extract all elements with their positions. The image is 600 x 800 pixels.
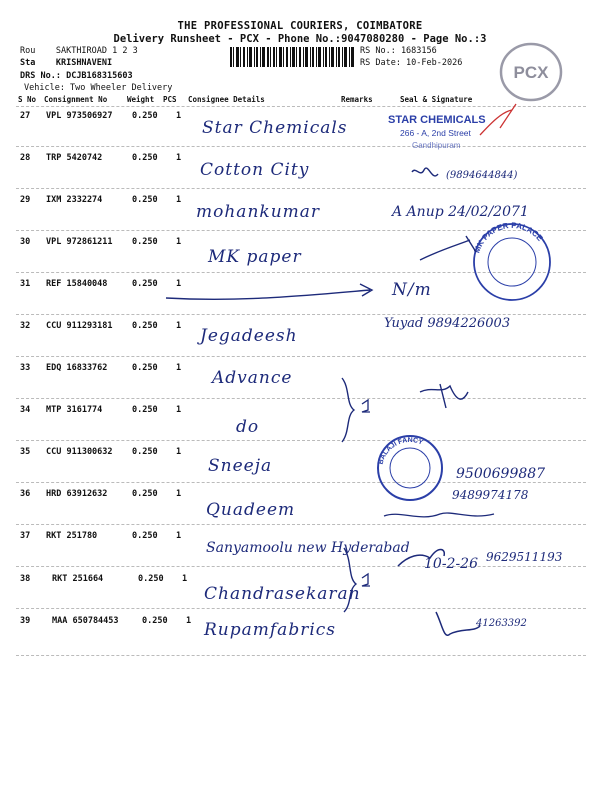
col-weight: Weight xyxy=(127,95,155,104)
row-divider xyxy=(16,398,586,399)
row-pcs: 1 xyxy=(176,237,182,247)
signature-handwriting: 9489974178 xyxy=(452,488,529,502)
row-consignment: MAA 650784453 xyxy=(52,616,119,626)
row-divider xyxy=(16,482,586,483)
col-remarks: Remarks xyxy=(341,95,373,104)
rs-date: RS Date: 10-Feb-2026 xyxy=(360,58,463,68)
star-stamp-check-mark xyxy=(480,104,516,135)
consignee-handwriting: MK paper xyxy=(208,247,302,267)
row-consignment: VPL 973506927 xyxy=(46,111,113,121)
row-pcs: 1 xyxy=(176,195,182,205)
star-chemicals-stamp xyxy=(388,114,486,150)
col-seal-signature: Seal & Signature xyxy=(400,95,473,104)
row-divider xyxy=(16,524,586,525)
vehicle-info: Vehicle: Two Wheeler Delivery xyxy=(24,83,173,93)
quantity-mark xyxy=(362,574,370,586)
row-consignment: HRD 63912632 xyxy=(46,489,108,499)
brace-mark xyxy=(342,378,354,442)
staff-label: Sta xyxy=(20,58,36,68)
row-weight: 0.250 xyxy=(132,321,158,331)
row-divider xyxy=(16,655,586,656)
staff-value: KRISHNAVENI xyxy=(55,58,113,68)
route-label: Rou xyxy=(20,46,36,56)
row-sno: 35 xyxy=(20,447,31,457)
row-divider xyxy=(16,440,586,441)
row-weight: 0.250 xyxy=(142,616,168,626)
row-consignment: TRP 5420742 xyxy=(46,153,103,163)
row-consignment: EDQ 16833762 xyxy=(46,363,108,373)
row-sno: 32 xyxy=(20,321,31,331)
row-weight: 0.250 xyxy=(132,195,158,205)
row-consignment: MTP 3161774 xyxy=(46,405,103,415)
mk-paper-palace-stamp xyxy=(472,221,550,300)
row-weight: 0.250 xyxy=(132,153,158,163)
row-sno: 34 xyxy=(20,405,31,415)
row-divider xyxy=(16,272,586,273)
row-pcs: 1 xyxy=(176,363,182,373)
row-consignment: VPL 972861211 xyxy=(46,237,113,247)
row-pcs: 1 xyxy=(182,574,188,584)
staff-row xyxy=(20,58,112,68)
consignee-handwriting: Sanyamoolu new Hyderabad xyxy=(206,540,410,556)
signature-handwriting: (9894644844) xyxy=(446,170,518,181)
consignee-handwriting: Rupamfabrics xyxy=(204,620,337,640)
company-title: THE PROFESSIONAL COURIERS, COIMBATORE xyxy=(177,20,423,32)
row-pcs: 1 xyxy=(176,111,182,121)
row-pcs: 1 xyxy=(176,321,182,331)
row-divider xyxy=(16,314,586,315)
header-divider xyxy=(16,106,586,107)
row-sno: 31 xyxy=(20,279,31,289)
row-sno: 30 xyxy=(20,237,31,247)
col-pcs: PCS xyxy=(163,95,177,104)
arrow-mark xyxy=(166,284,372,299)
consignee-handwriting: Quadeem xyxy=(206,500,296,520)
row-sno: 38 xyxy=(20,574,31,584)
row-weight: 0.250 xyxy=(132,447,158,457)
signature-handwriting: 41263392 xyxy=(476,618,527,629)
rs-number: RS No.: 1683156 xyxy=(360,46,437,56)
star-stamp-line3: Gandhipuram xyxy=(412,141,461,150)
row-divider xyxy=(16,188,586,189)
row-sno: 27 xyxy=(20,111,31,121)
row-pcs: 1 xyxy=(176,489,182,499)
signature-scribble xyxy=(412,168,438,176)
row-pcs: 1 xyxy=(176,447,182,457)
mk-stamp-text: MK PAPER PALACE xyxy=(472,220,545,255)
consignee-handwriting: Sneeja xyxy=(208,456,273,476)
row-sno: 37 xyxy=(20,531,31,541)
balaji-stamp-text: BALAJI FANCY xyxy=(377,436,424,466)
signature-scribble xyxy=(436,612,480,635)
row-weight: 0.250 xyxy=(132,237,158,247)
row-divider xyxy=(16,608,586,609)
row-weight: 0.250 xyxy=(132,279,158,289)
row-pcs: 1 xyxy=(176,279,182,289)
row-sno: 36 xyxy=(20,489,31,499)
row-sno: 29 xyxy=(20,195,31,205)
row-pcs: 1 xyxy=(176,405,182,415)
signature-handwriting: Yuyad 9894226003 xyxy=(384,316,511,331)
row-divider xyxy=(16,230,586,231)
row-pcs: 1 xyxy=(176,153,182,163)
consignee-handwriting: Chandrasekaran xyxy=(204,584,361,604)
row-pcs: 1 xyxy=(176,531,182,541)
row-divider xyxy=(16,146,586,147)
col-consignment: Consignment No xyxy=(44,95,108,104)
row-consignment: RKT 251780 xyxy=(46,531,98,541)
row-divider xyxy=(16,356,586,357)
signature-handwriting: 10-2-26 xyxy=(424,556,478,572)
runsheet-subtitle: Delivery Runsheet - PCX - Phone No.:9047080280 - Page No.:3 xyxy=(113,33,487,45)
row-sno: 39 xyxy=(20,616,31,626)
route-row xyxy=(20,46,138,56)
consignee-handwriting: do xyxy=(236,417,260,437)
row-consignment: RKT 251664 xyxy=(52,574,104,584)
col-consignee: Consignee Details xyxy=(188,95,265,104)
row-consignment: REF 15840048 xyxy=(46,279,108,289)
svg-text:BALAJI FANCY xyxy=(378,437,425,465)
row-weight: 0.250 xyxy=(138,574,164,584)
row-consignment: IXM 2332274 xyxy=(46,195,103,205)
pcx-stamp-text: PCX xyxy=(513,63,549,82)
row-consignment: CCU 911300632 xyxy=(46,447,113,457)
svg-text:MK PAPER PALACE xyxy=(472,221,545,254)
row-weight: 0.250 xyxy=(132,111,158,121)
row-divider xyxy=(16,566,586,567)
barcode xyxy=(230,47,354,67)
row-weight: 0.250 xyxy=(132,363,158,373)
col-sno: S No xyxy=(18,95,37,104)
signature-handwriting: 9500699887 xyxy=(456,466,546,482)
row-weight: 0.250 xyxy=(132,489,158,499)
star-stamp-line2: 266 - A, 2nd Street xyxy=(400,128,471,138)
drs-label: DRS No.: xyxy=(20,71,61,81)
consignee-handwriting: Advance xyxy=(212,368,293,388)
drs-value: DCJB168315603 xyxy=(66,71,133,81)
pcx-stamp xyxy=(498,40,564,104)
signature-handwriting: N/m xyxy=(392,280,432,300)
signature-scribble xyxy=(384,513,494,517)
signature-handwriting: 9629511193 xyxy=(486,550,563,564)
signature-scribble xyxy=(420,384,468,408)
quantity-mark xyxy=(362,400,370,412)
row-sno: 28 xyxy=(20,153,31,163)
consignee-handwriting: Star Chemicals xyxy=(202,118,348,138)
consignee-handwriting: Cotton City xyxy=(200,160,310,180)
signature-scribble xyxy=(420,236,476,260)
row-pcs: 1 xyxy=(186,616,192,626)
row-consignment: CCU 911293181 xyxy=(46,321,113,331)
balaji-stamp xyxy=(378,436,442,500)
drs-row xyxy=(20,71,133,81)
consignee-handwriting: mohankumar xyxy=(196,202,321,222)
star-stamp-line1: STAR CHEMICALS xyxy=(388,114,486,126)
row-sno: 33 xyxy=(20,363,31,373)
route-value: SAKTHIROAD 1 2 3 xyxy=(55,46,138,56)
consignee-handwriting: Jegadeesh xyxy=(200,326,298,346)
row-weight: 0.250 xyxy=(132,405,158,415)
signature-handwriting: A Anup 24/02/2071 xyxy=(392,204,529,220)
row-weight: 0.250 xyxy=(132,531,158,541)
